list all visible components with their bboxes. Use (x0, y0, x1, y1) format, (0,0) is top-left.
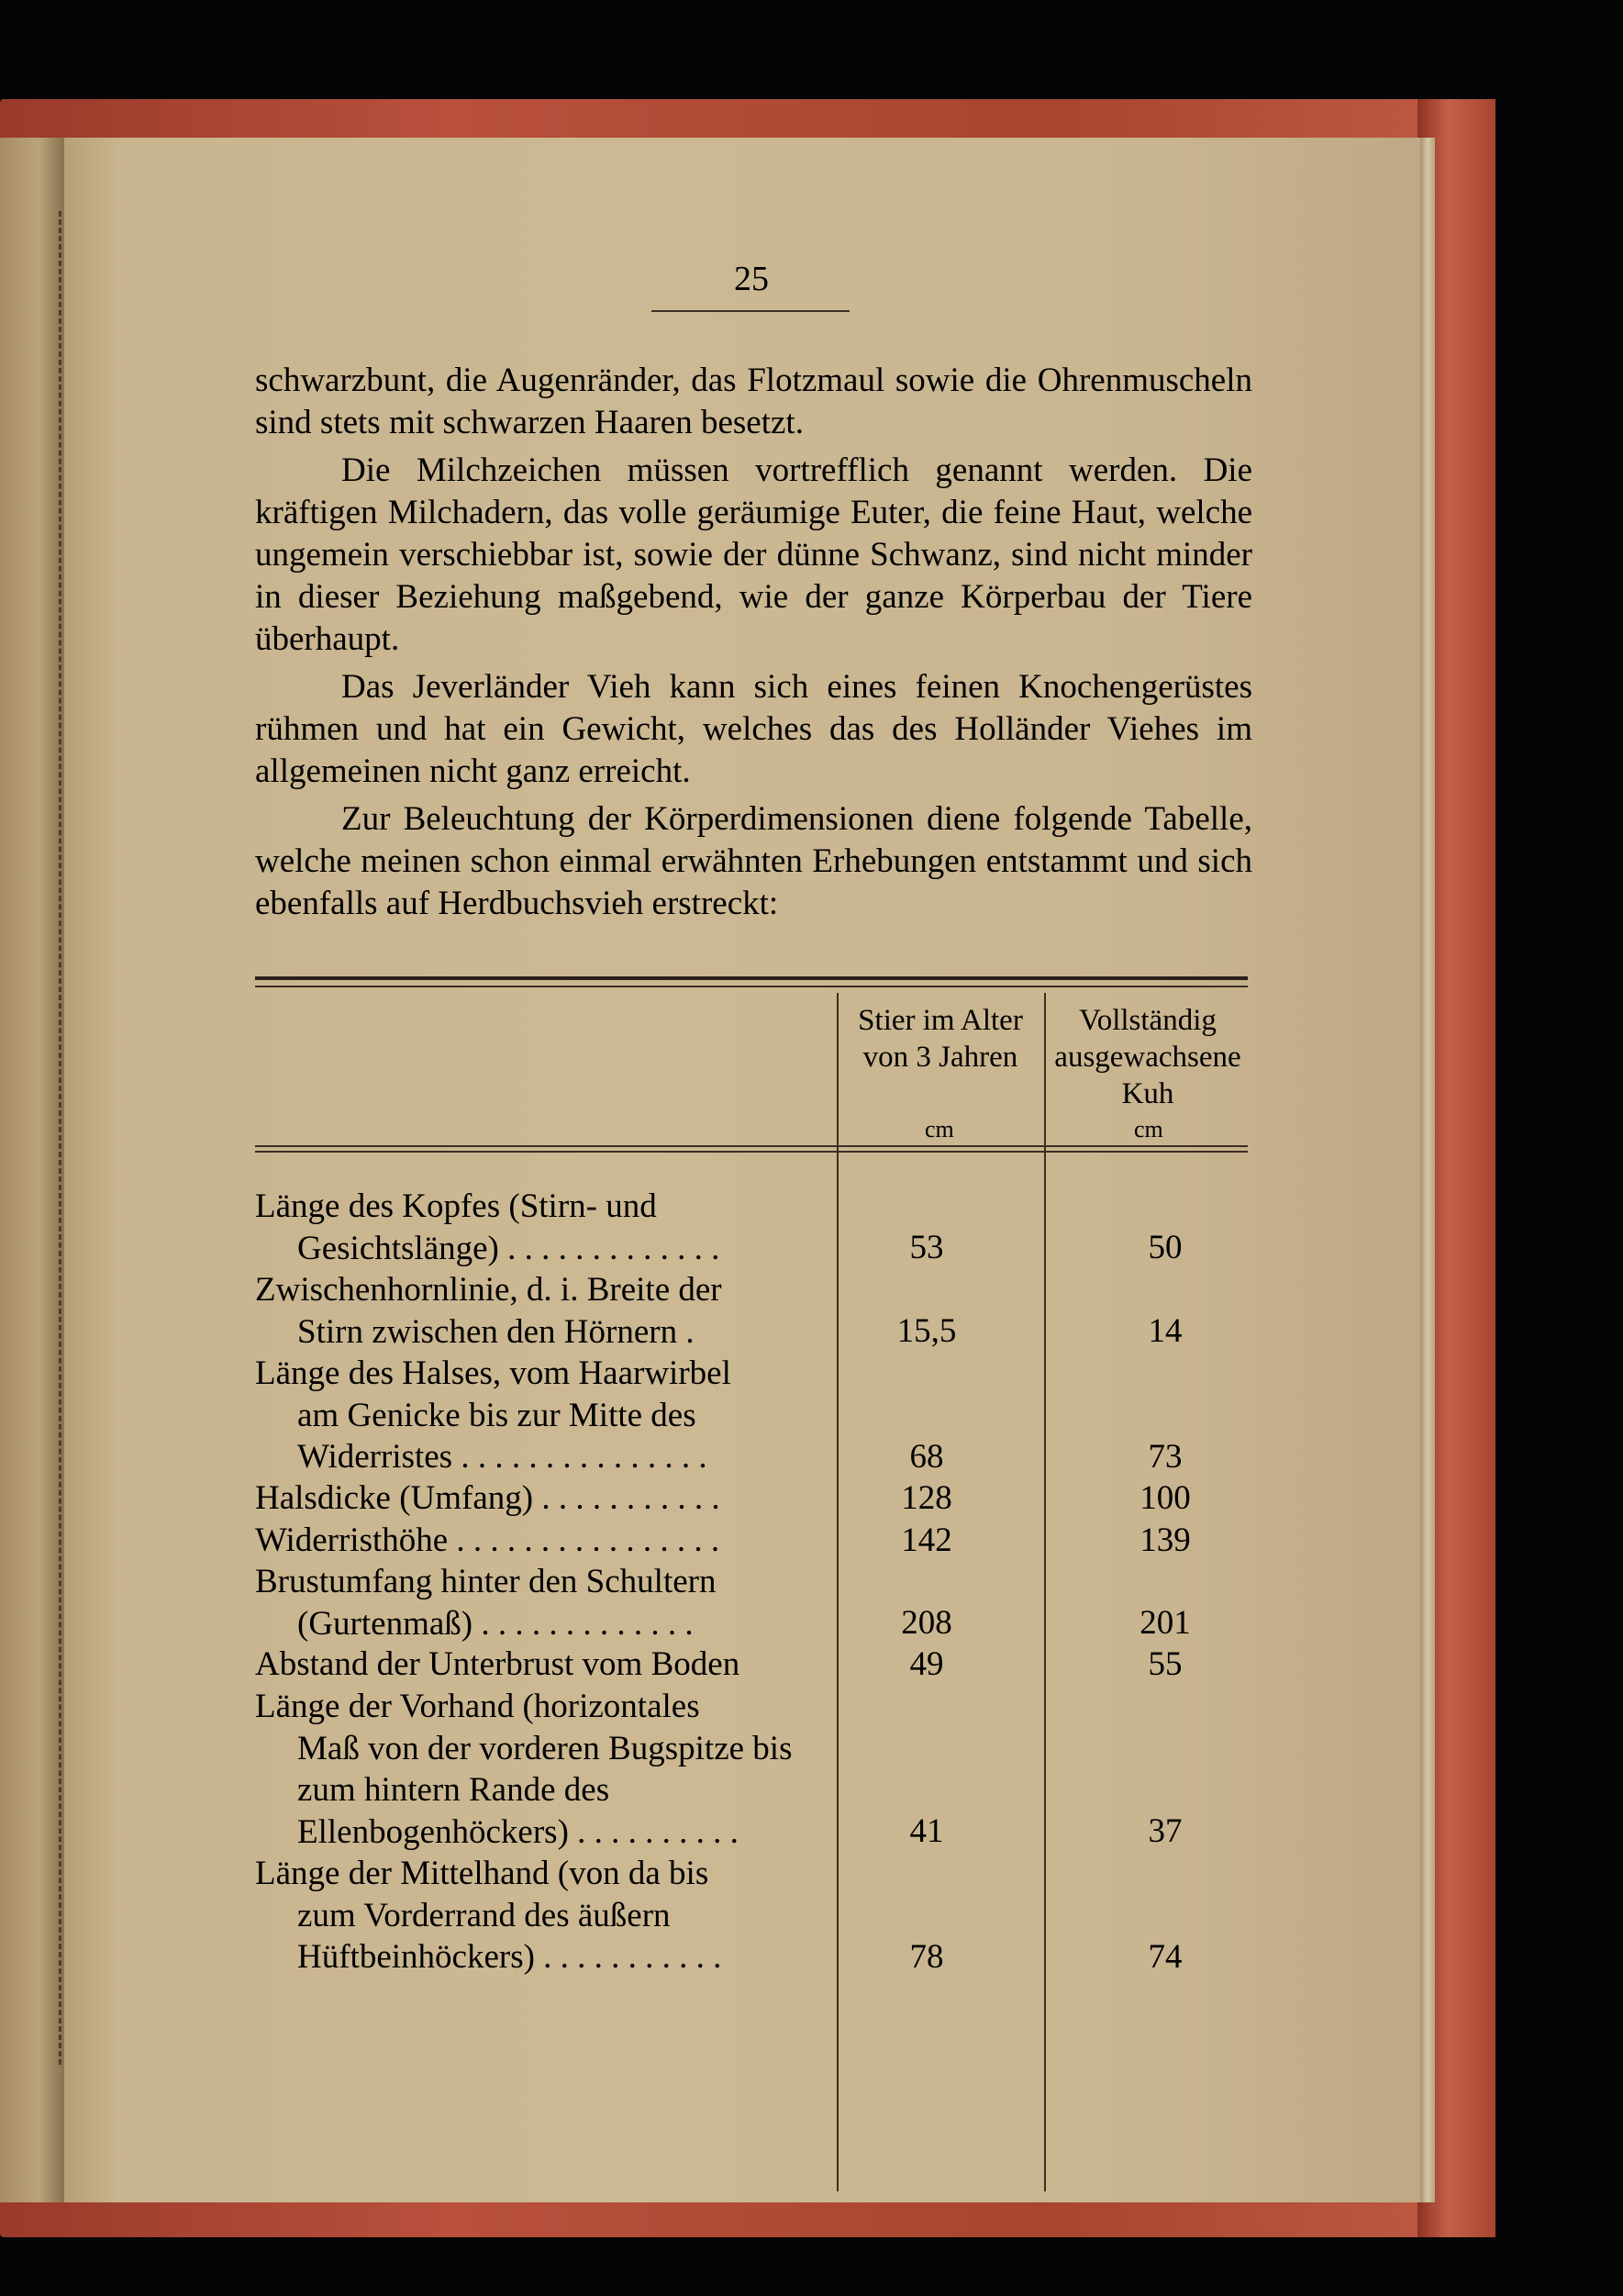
cell-stier: 53 (909, 1229, 944, 1266)
cell-kuh: 37 (1148, 1812, 1183, 1850)
col-header-stier: Stier im Alter von 3 Jahren (858, 1004, 1023, 1074)
paragraph-4: Zur Beleuchtung der Körperdimensionen diene folgende Tabelle, welche meinen schon einmal erwähnten Erhebungen entstammt und sich ebenfalls auf Herdbuchsvieh erstreckt: (255, 800, 1252, 922)
cell-kuh: 100 (1139, 1479, 1191, 1517)
row-label: Brustumfang hinter den Schultern (255, 1563, 717, 1600)
cell-kuh: 139 (1139, 1521, 1191, 1559)
table-top-rule (255, 976, 1248, 980)
cell-stier: 68 (909, 1438, 944, 1476)
page-number: 25 (734, 260, 769, 298)
row-label: Widerristhöhe . . . . . . . . . . . . . . . . (255, 1521, 720, 1559)
row-label-cont: zum Vorderrand des äußern Hüftbeinhöckers) . . . . . . . . . . . (297, 1896, 722, 1976)
cell-stier: 128 (901, 1479, 952, 1517)
row-label-cont: (Gurtenmaß) . . . . . . . . . . . . . (297, 1604, 694, 1643)
row-label: Länge des Halses, vom Haarwirbel (255, 1354, 731, 1392)
cell-kuh: 50 (1148, 1229, 1183, 1266)
cell-stier: 49 (909, 1645, 944, 1683)
page-edge (1420, 138, 1435, 2202)
row-label: Abstand der Unterbrust vom Boden (255, 1645, 740, 1683)
paragraph-3: Das Jeverländer Vieh kann sich eines feinen Knochengerüstes rühmen und hat ein Gewicht, welches das des Holländer Viehes im allgemeinen nicht ganz erreicht. (255, 668, 1252, 790)
cell-stier: 78 (909, 1938, 944, 1976)
body-text (255, 360, 1252, 931)
cell-stier: 142 (901, 1521, 952, 1559)
unit-stier: cm (925, 1116, 954, 1142)
body-divider-1 (837, 1154, 839, 2191)
header-bottom-rule (255, 1145, 1248, 1147)
left-page-gutter (0, 138, 64, 2202)
row-label: Länge der Vorhand (horizontales (255, 1688, 700, 1725)
paragraph-2: Die Milchzeichen müssen vortrefflich genannt werden. Die kräftigen Milchadern, das volle geräumige Euter, die feine Haut, welche ungemein verschiebbar ist, sowie der dünne Schwanz, sind nicht minder in dieser Beziehung maßgebend, wie der ganze Körperbau der Tiere überhaupt. (255, 451, 1252, 658)
binding-stitch (59, 211, 65, 2065)
paragraph-1: schwarzbunt, die Augenränder, das Flotzmaul sowie die Ohrenmuscheln sind stets mit schwarzen Haaren besetzt. (255, 362, 1252, 441)
row-label-cont: Gesichtslänge) . . . . . . . . . . . . . (297, 1229, 720, 1267)
body-divider-2 (1044, 1154, 1046, 2191)
row-label-cont: Maß von der vorderen Bugspitze bis zum hintern Rande des Ellenbogenhöckers) . . . . . . . . . . (297, 1729, 793, 1851)
cell-stier: 41 (909, 1812, 944, 1850)
cell-stier: 208 (901, 1604, 952, 1642)
row-label: Länge des Kopfes (Stirn- und (255, 1187, 657, 1225)
row-label-cont: Stirn zwischen den Hörnern . (297, 1312, 695, 1351)
row-label: Länge der Mittelhand (von da bis (255, 1855, 709, 1892)
cell-kuh: 74 (1148, 1938, 1183, 1976)
row-label: Halsdicke (Umfang) . . . . . . . . . . . (255, 1479, 720, 1517)
table-top-rule-2 (255, 986, 1248, 987)
col-header-kuh: Vollständig ausgewachsene Kuh (1054, 1004, 1241, 1110)
unit-kuh: cm (1134, 1116, 1163, 1142)
cell-kuh: 14 (1148, 1312, 1183, 1350)
page-number-rule (651, 310, 850, 312)
cell-kuh: 55 (1148, 1645, 1183, 1683)
cell-kuh: 201 (1139, 1604, 1191, 1642)
header-bottom-rule-2 (255, 1151, 1248, 1153)
row-label: Zwischenhornlinie, d. i. Breite der (255, 1271, 722, 1309)
cell-kuh: 73 (1148, 1438, 1183, 1476)
row-label-cont: am Genicke bis zur Mitte des Widerristes . . . . . . . . . . . . . . . (297, 1396, 707, 1476)
cell-stier: 15,5 (896, 1312, 957, 1350)
